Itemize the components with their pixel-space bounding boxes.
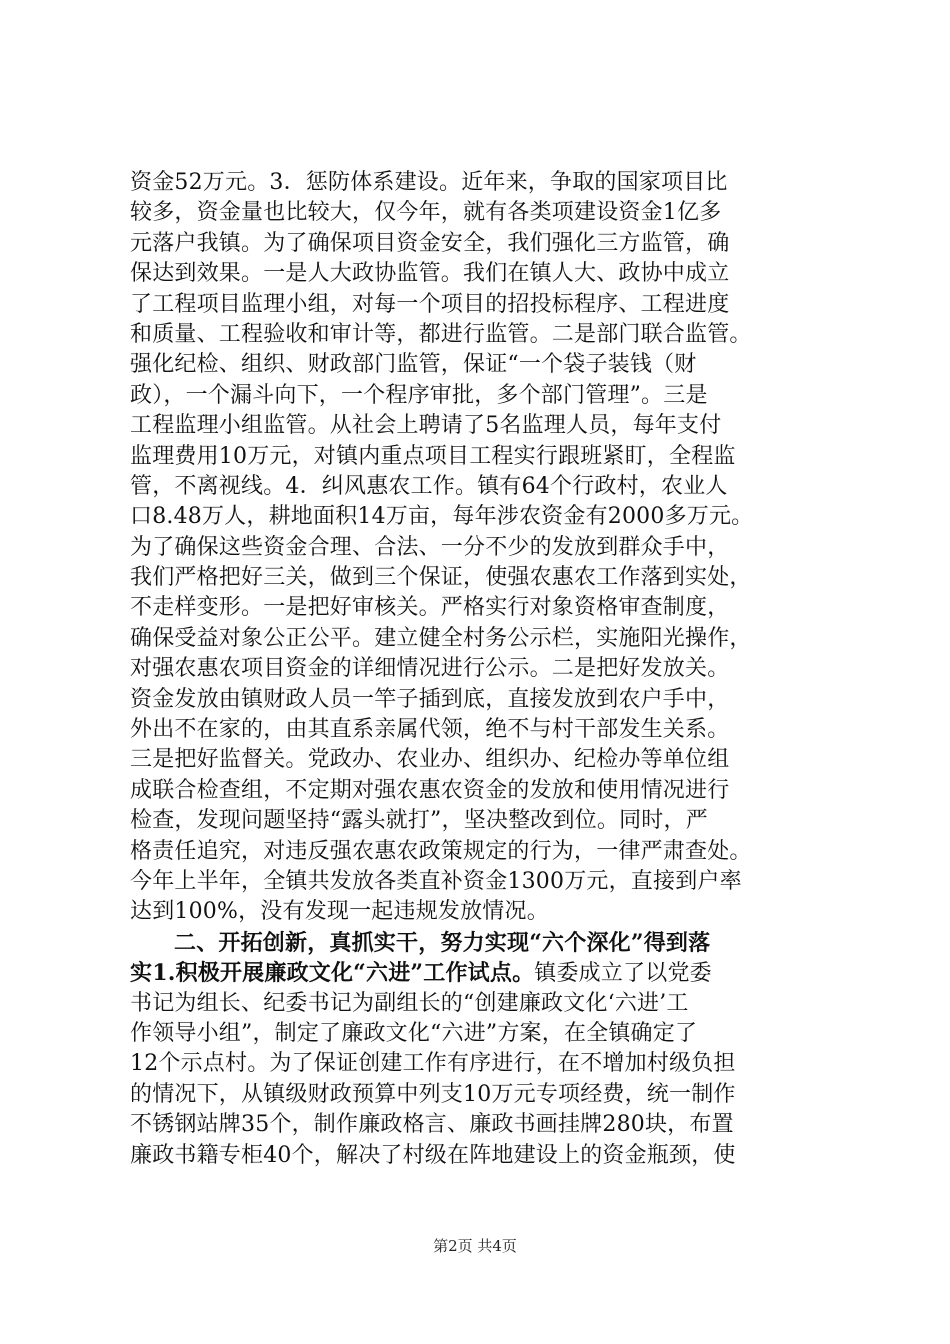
text-line: 达到100%，没有发现一起违规发放情况。 — [130, 899, 549, 925]
text-line: 书记为组长、纪委书记为副组长的“创建廉政文化‘六进’工 — [130, 990, 689, 1016]
text-line: 资金发放由镇财政人员一竿子插到底，直接发放到农户手中， — [130, 686, 730, 712]
text-line: 外出不在家的，由其直系亲属代领，绝不与村干部发生关系。 — [130, 717, 730, 743]
text-line: 监理费用10万元，对镇内重点项目工程实行跟班紧盯，全程监 — [130, 443, 736, 469]
text-line: 今年上半年，全镇共发放各类直补资金1300万元，直接到户率 — [130, 868, 742, 894]
text-line: 元落户我镇。为了确保项目资金安全，我们强化三方监管，确 — [130, 230, 730, 256]
text-line: 作领导小组”，制定了廉政文化“六进”方案，在全镇确定了 — [130, 1020, 698, 1046]
text-line: 强化纪检、组织、财政部门监管，保证“一个袋子装钱（财 — [130, 352, 697, 378]
text-line: 较多，资金量也比较大，仅今年，就有各类项建设资金1亿多 — [130, 200, 722, 226]
text-line: 口8.48万人，耕地面积14万亩，每年涉农资金有2000多万元。 — [130, 504, 754, 530]
text-line: 为了确保这些资金合理、合法、一分不少的发放到群众手中， — [130, 534, 730, 560]
text-line: 工程监理小组监管。从社会上聘请了5名监理人员，每年支付 — [130, 413, 722, 439]
text-line: 和质量、工程验收和审计等，都进行监管。二是部门联合监管。 — [130, 321, 752, 347]
text-line: 了工程项目监理小组，对每一个项目的招投标程序、工程进度 — [130, 291, 730, 317]
text-line: 政），一个漏斗向下，一个程序审批，多个部门管理”。三是 — [130, 382, 708, 408]
text-line: 格责任追究，对违反强农惠农政策规定的行为，一律严肃查处。 — [130, 838, 752, 864]
text-line: 成联合检查组，不定期对强农惠农资金的发放和使用情况进行 — [130, 777, 730, 803]
text-line: 三是把好监督关。党政办、农业办、组织办、纪检办等单位组 — [130, 747, 730, 773]
text-line: 不走样变形。一是把好审核关。严格实行对象资格审查制度， — [130, 595, 730, 621]
text-line: 12个示点村。为了保证创建工作有序进行，在不增加村级负担 — [130, 1051, 736, 1077]
text-line: 保达到效果。一是人大政协监管。我们在镇人大、政协中成立 — [130, 261, 730, 287]
text-line: 我们严格把好三关，做到三个保证，使强农惠农工作落到实处， — [130, 565, 752, 591]
text-line: 廉政书籍专柜40个，解决了村级在阵地建设上的资金瓶颈，使 — [130, 1142, 736, 1168]
section-heading: 二、开拓创新，真抓实干，努力实现“六个深化”得到落 — [174, 929, 711, 956]
text-line: 资金52万元。3．惩防体系建设。近年来，争取的国家项目比 — [130, 170, 728, 195]
section-subheading: 实1.积极开展廉政文化“六进”工作试点。 — [130, 960, 535, 987]
text-line: 的情况下，从镇级财政预算中列支10万元专项经费，统一制作 — [130, 1081, 736, 1107]
text-line-mixed — [130, 958, 830, 988]
text-line: 检查，发现问题坚持“露头就打”，坚决整改到位。同时，严 — [130, 808, 708, 834]
document-body — [130, 168, 830, 1171]
text-line: 不锈钢站牌35个，制作廉政格言、廉政书画挂牌280块，布置 — [130, 1112, 734, 1138]
text-line: 对强农惠农项目资金的详细情况进行公示。二是把好发放关。 — [130, 656, 730, 682]
page-number-footer: 第2页 共4页 — [433, 1237, 517, 1255]
text-segment: 镇委成立了以党委 — [534, 961, 712, 987]
text-line: 管，不离视线。4．纠风惠农工作。镇有64个行政村，农业人 — [130, 473, 728, 499]
text-line: 确保受益对象公正公平。建立健全村务公示栏，实施阳光操作， — [130, 625, 752, 651]
